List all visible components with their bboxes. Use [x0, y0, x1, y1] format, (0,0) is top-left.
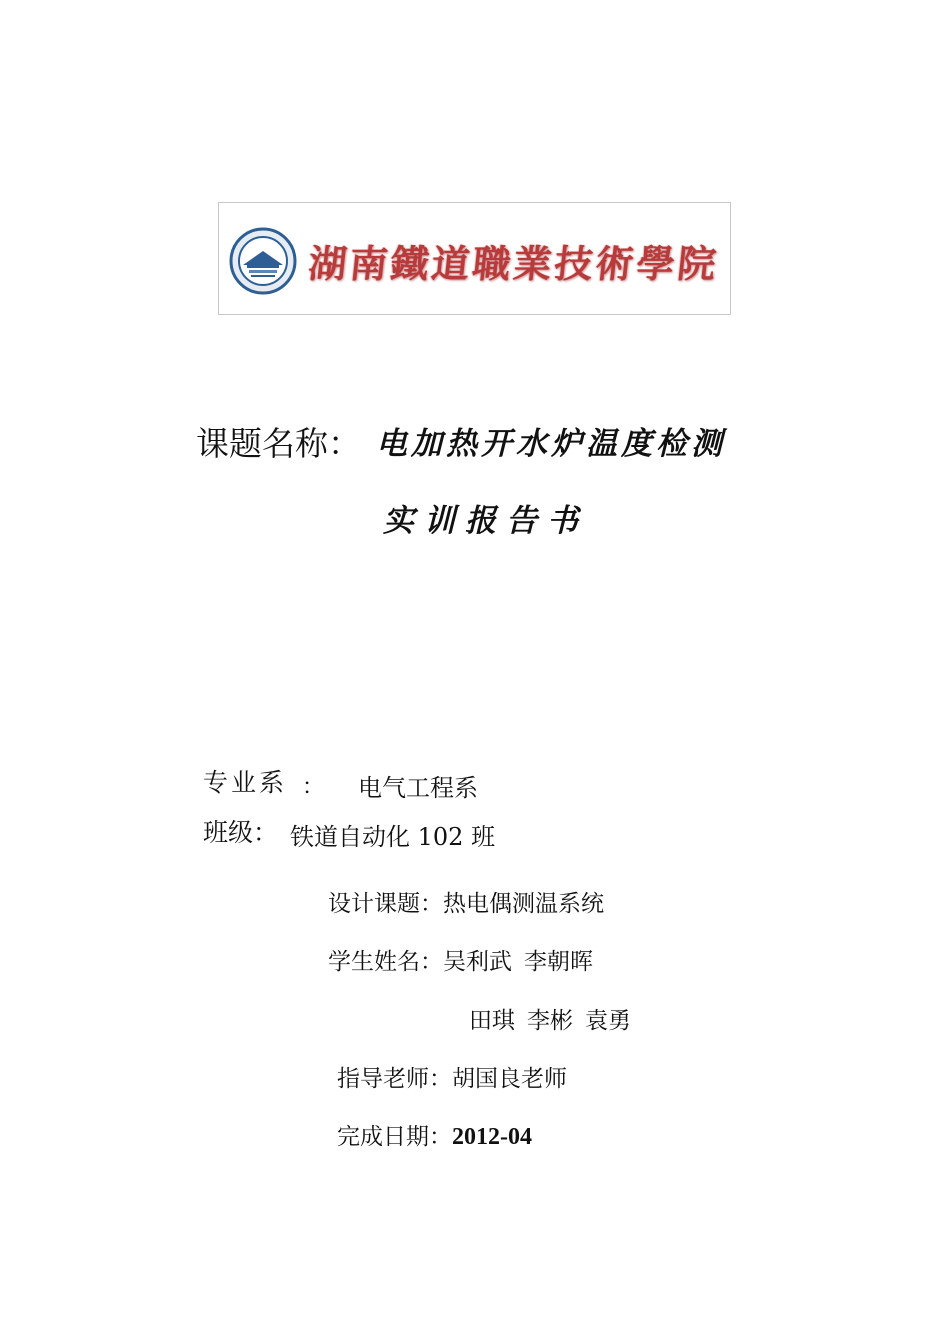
class-label: 班级： [203, 818, 279, 847]
student-name: 袁勇 [585, 1008, 631, 1034]
class-value: 铁道自动化 102 班 [290, 823, 496, 851]
school-name: 湖南鐵道職業技術學院 [306, 241, 722, 286]
advisor-value: 胡国良老师 [452, 1066, 567, 1092]
design-topic-label: 设计课题： [328, 891, 443, 917]
design-topic-value: 热电偶测温系统 [443, 891, 604, 917]
student-name: 吴利武 [443, 949, 512, 975]
advisor-row [337, 1060, 567, 1093]
student-name: 李彬 [527, 1008, 573, 1034]
student-name: 李朝晖 [524, 949, 593, 975]
advisor-label: 指导老师： [337, 1066, 452, 1092]
title-label: 课题名称： [196, 424, 361, 463]
student-name: 田琪 [469, 1008, 515, 1034]
department-label: 专业系 [203, 768, 288, 797]
title-subtitle: 实训报告书 [383, 503, 588, 539]
student-names-row [328, 943, 593, 976]
school-banner [218, 202, 731, 315]
student-names-label: 学生姓名： [328, 949, 443, 975]
department-colon: ： [302, 775, 325, 800]
completion-date-value: 2012-04 [452, 1124, 532, 1150]
student-names-continued [469, 1002, 631, 1035]
title-value: 电加热开水炉温度检测 [376, 426, 726, 462]
completion-date-row [337, 1118, 532, 1151]
school-seal-icon [229, 227, 297, 295]
department-value: 电气工程系 [358, 774, 478, 802]
design-topic-row [328, 885, 604, 918]
completion-date-label: 完成日期： [337, 1124, 452, 1150]
